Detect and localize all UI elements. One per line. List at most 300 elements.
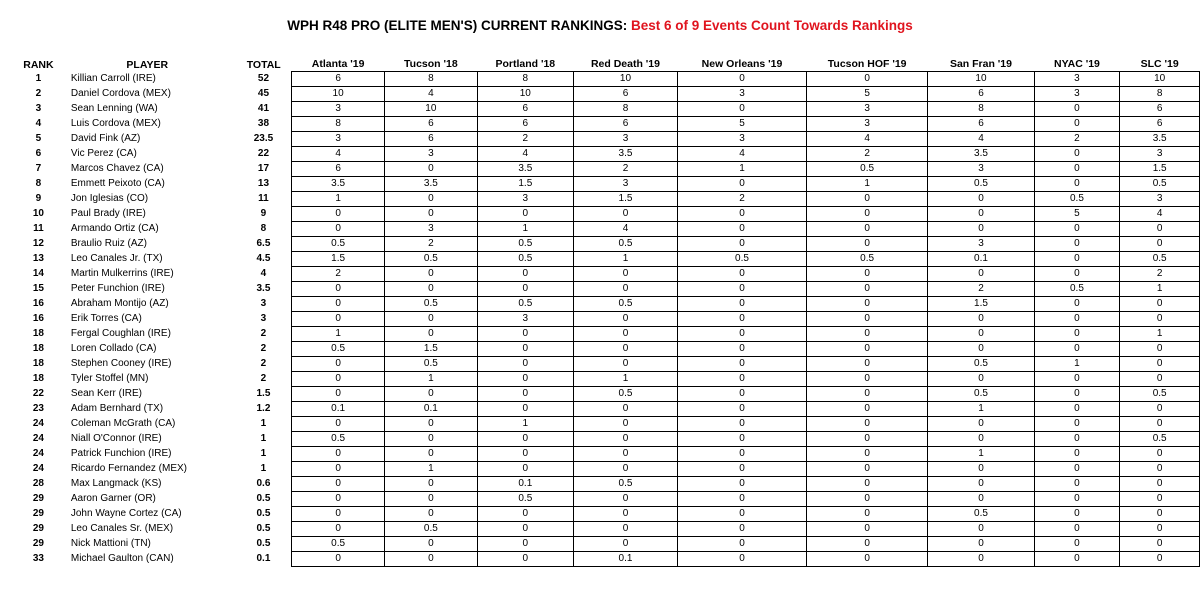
score-cell: 0 <box>573 462 677 477</box>
table-row <box>18 477 1200 492</box>
score-cell: 0 <box>806 477 927 492</box>
rank-cell: 14 <box>32 268 44 279</box>
score-cell: 0 <box>292 312 385 327</box>
total-cell: 0.5 <box>256 523 271 534</box>
score-cell: 0 <box>1034 267 1120 282</box>
score-cell: 0.5 <box>292 432 385 447</box>
score-cell: 0.5 <box>384 522 477 537</box>
score-cell: 1 <box>678 162 807 177</box>
score-cell: 0 <box>806 417 927 432</box>
table-row <box>18 402 1200 417</box>
score-cell: 3.5 <box>928 147 1034 162</box>
score-cell: 0.5 <box>384 252 477 267</box>
score-cell: 1 <box>1034 357 1120 372</box>
score-cell: 6 <box>573 117 677 132</box>
total-cell: 0.5 <box>256 538 271 549</box>
score-cell: 3 <box>292 102 385 117</box>
score-cell: 0.5 <box>292 342 385 357</box>
score-cell: 0 <box>806 72 927 87</box>
score-cell: 0 <box>1120 462 1200 477</box>
score-cell: 3 <box>1120 147 1200 162</box>
score-cell: 0 <box>292 387 385 402</box>
score-cell: 0 <box>292 297 385 312</box>
table-row <box>18 207 1200 222</box>
table-row <box>18 357 1200 372</box>
score-cell: 0 <box>1034 342 1120 357</box>
score-cell: 1.5 <box>292 252 385 267</box>
score-cell: 0.5 <box>292 237 385 252</box>
score-cell: 0 <box>1120 522 1200 537</box>
score-cell: 1.5 <box>573 192 677 207</box>
table-row <box>18 252 1200 267</box>
score-cell: 1 <box>573 252 677 267</box>
score-cell: 2 <box>292 267 385 282</box>
total-cell: 2 <box>260 328 267 339</box>
score-cell: 0 <box>573 432 677 447</box>
score-cell: 0 <box>1034 102 1120 117</box>
rank-cell: 24 <box>32 463 44 474</box>
total-cell: 3 <box>260 298 267 309</box>
score-cell: 0 <box>1034 417 1120 432</box>
player-cell: Leo Canales Jr. (TX) <box>70 253 163 264</box>
score-cell: 0 <box>384 282 477 297</box>
total-cell: 1 <box>260 448 267 459</box>
score-cell: 0 <box>477 537 573 552</box>
score-cell: 0 <box>1034 552 1120 567</box>
score-cell: 0 <box>292 507 385 522</box>
score-cell: 0 <box>678 372 807 387</box>
score-cell: 0 <box>1120 222 1200 237</box>
score-cell: 3 <box>573 177 677 192</box>
score-cell: 0 <box>573 267 677 282</box>
score-cell: 0 <box>678 522 807 537</box>
score-cell: 2 <box>384 237 477 252</box>
score-cell: 1 <box>1120 327 1200 342</box>
score-cell: 0 <box>678 477 807 492</box>
player-cell: Killian Carroll (IRE) <box>70 73 156 84</box>
player-cell: Armando Ortiz (CA) <box>70 223 159 234</box>
score-cell: 8 <box>928 102 1034 117</box>
score-cell: 0 <box>573 357 677 372</box>
total-cell: 38 <box>257 118 270 129</box>
player-cell: Sean Lenning (WA) <box>70 103 158 114</box>
player-cell: John Wayne Cortez (CA) <box>70 508 182 519</box>
rankings-table <box>18 57 1200 567</box>
score-cell: 4 <box>573 222 677 237</box>
score-cell: 0 <box>806 492 927 507</box>
score-cell: 6 <box>477 102 573 117</box>
score-cell: 6 <box>384 132 477 147</box>
rank-cell: 16 <box>32 313 44 324</box>
score-cell: 0 <box>1034 372 1120 387</box>
player-cell: Erik Torres (CA) <box>70 313 142 324</box>
score-cell: 0 <box>477 387 573 402</box>
table-row <box>18 192 1200 207</box>
total-cell: 4 <box>260 268 267 279</box>
table-row <box>18 432 1200 447</box>
table-row <box>18 267 1200 282</box>
score-cell: 1.5 <box>1120 162 1200 177</box>
rank-cell: 28 <box>32 478 44 489</box>
score-cell: 8 <box>292 117 385 132</box>
score-cell: 0.5 <box>928 387 1034 402</box>
table-row <box>18 537 1200 552</box>
score-cell: 3 <box>1034 87 1120 102</box>
score-cell: 0.5 <box>1120 177 1200 192</box>
score-cell: 8 <box>384 72 477 87</box>
score-cell: 0 <box>292 207 385 222</box>
score-cell: 0 <box>573 282 677 297</box>
rank-cell: 10 <box>32 208 44 219</box>
score-cell: 10 <box>1120 72 1200 87</box>
event-header: Portland '18 <box>477 57 573 72</box>
rank-cell: 13 <box>32 253 44 264</box>
score-cell: 0 <box>1034 162 1120 177</box>
score-cell: 0.5 <box>806 162 927 177</box>
score-cell: 0 <box>292 222 385 237</box>
score-cell: 0 <box>1034 147 1120 162</box>
score-cell: 0 <box>384 477 477 492</box>
score-cell: 0 <box>477 282 573 297</box>
score-cell: 3 <box>384 222 477 237</box>
score-cell: 0 <box>678 447 807 462</box>
score-cell: 0.5 <box>477 297 573 312</box>
score-cell: 0 <box>573 342 677 357</box>
score-cell: 0.5 <box>678 252 807 267</box>
table-row <box>18 237 1200 252</box>
score-cell: 0 <box>806 237 927 252</box>
score-cell: 0 <box>928 372 1034 387</box>
score-cell: 0 <box>806 387 927 402</box>
total-cell: 1 <box>260 463 267 474</box>
score-cell: 10 <box>384 102 477 117</box>
rank-cell: 6 <box>35 148 42 159</box>
rank-cell: 16 <box>32 298 44 309</box>
table-row <box>18 507 1200 522</box>
table-row <box>18 387 1200 402</box>
score-cell: 0 <box>806 522 927 537</box>
score-cell: 0 <box>1034 402 1120 417</box>
score-cell: 0 <box>384 417 477 432</box>
score-cell: 0 <box>292 552 385 567</box>
table-row <box>18 447 1200 462</box>
table-row <box>18 522 1200 537</box>
score-cell: 1 <box>806 177 927 192</box>
score-cell: 0 <box>806 462 927 477</box>
score-cell: 0.5 <box>1120 432 1200 447</box>
score-cell: 0 <box>678 402 807 417</box>
score-cell: 3 <box>806 102 927 117</box>
score-cell: 0.5 <box>477 237 573 252</box>
score-cell: 0 <box>292 357 385 372</box>
score-cell: 0.5 <box>1120 252 1200 267</box>
score-cell: 0 <box>928 462 1034 477</box>
score-cell: 0 <box>1034 537 1120 552</box>
score-cell: 0 <box>1120 552 1200 567</box>
score-cell: 0 <box>573 312 677 327</box>
score-cell: 0 <box>1034 312 1120 327</box>
score-cell: 1 <box>384 462 477 477</box>
score-cell: 0 <box>806 297 927 312</box>
score-cell: 1.5 <box>928 297 1034 312</box>
total-cell: 45 <box>257 88 270 99</box>
total-cell: 0.5 <box>256 493 271 504</box>
score-cell: 0 <box>1034 222 1120 237</box>
total-cell: 8 <box>260 223 267 234</box>
score-cell: 0 <box>477 462 573 477</box>
score-cell: 0 <box>384 312 477 327</box>
event-header: Red Death '19 <box>573 57 677 72</box>
score-cell: 10 <box>292 87 385 102</box>
event-header: Tucson '18 <box>384 57 477 72</box>
score-cell: 0 <box>477 327 573 342</box>
score-cell: 0 <box>1120 507 1200 522</box>
table-row <box>18 102 1200 117</box>
table-row <box>18 87 1200 102</box>
score-cell: 1 <box>384 372 477 387</box>
rank-cell: 33 <box>32 553 44 564</box>
score-cell: 0 <box>1120 492 1200 507</box>
rank-cell: 22 <box>32 388 44 399</box>
player-cell: Daniel Cordova (MEX) <box>70 88 171 99</box>
score-cell: 1 <box>292 192 385 207</box>
score-cell: 0 <box>384 432 477 447</box>
score-cell: 3.5 <box>384 177 477 192</box>
player-cell: Leo Canales Sr. (MEX) <box>70 523 174 534</box>
score-cell: 6 <box>928 117 1034 132</box>
score-cell: 2 <box>806 147 927 162</box>
score-cell: 0 <box>678 102 807 117</box>
player-cell: Peter Funchion (IRE) <box>70 283 165 294</box>
score-cell: 0 <box>928 342 1034 357</box>
total-cell: 3 <box>260 313 267 324</box>
total-cell: 3.5 <box>256 283 271 294</box>
score-cell: 4 <box>384 87 477 102</box>
score-cell: 0.1 <box>928 252 1034 267</box>
score-cell: 3.5 <box>292 177 385 192</box>
player-cell: Marcos Chavez (CA) <box>70 163 164 174</box>
score-cell: 0 <box>678 552 807 567</box>
score-cell: 10 <box>573 72 677 87</box>
rank-cell: 18 <box>32 328 44 339</box>
rank-cell: 29 <box>32 493 44 504</box>
score-cell: 1 <box>1120 282 1200 297</box>
score-cell: 0 <box>806 312 927 327</box>
score-cell: 0 <box>1120 312 1200 327</box>
score-cell: 0 <box>678 297 807 312</box>
score-cell: 0.5 <box>292 537 385 552</box>
rank-cell: 23 <box>32 403 44 414</box>
score-cell: 0 <box>928 417 1034 432</box>
score-cell: 2 <box>573 162 677 177</box>
score-cell: 0 <box>1120 297 1200 312</box>
total-cell: 2 <box>260 343 267 354</box>
total-cell: 41 <box>257 103 270 114</box>
score-cell: 6 <box>573 87 677 102</box>
score-cell: 0 <box>477 507 573 522</box>
event-header: SLC '19 <box>1120 57 1200 72</box>
score-cell: 1 <box>573 372 677 387</box>
player-cell: Stephen Cooney (IRE) <box>70 358 172 369</box>
score-cell: 0 <box>573 417 677 432</box>
score-cell: 0 <box>573 537 677 552</box>
score-cell: 2 <box>1034 132 1120 147</box>
score-cell: 0 <box>1034 477 1120 492</box>
score-cell: 0 <box>1034 177 1120 192</box>
score-cell: 0 <box>1120 447 1200 462</box>
player-cell: Niall O'Connor (IRE) <box>70 433 162 444</box>
rank-cell: 3 <box>35 103 42 114</box>
score-cell: 0 <box>678 417 807 432</box>
score-cell: 0 <box>1034 492 1120 507</box>
score-cell: 0 <box>806 552 927 567</box>
score-cell: 0 <box>292 417 385 432</box>
score-cell: 3 <box>1034 72 1120 87</box>
score-cell: 0.5 <box>573 477 677 492</box>
score-cell: 0 <box>573 207 677 222</box>
score-cell: 0.5 <box>1034 282 1120 297</box>
score-cell: 4 <box>928 132 1034 147</box>
score-cell: 1 <box>292 327 385 342</box>
score-cell: 0 <box>806 507 927 522</box>
score-cell: 0.1 <box>292 402 385 417</box>
score-cell: 0.5 <box>477 492 573 507</box>
score-cell: 6 <box>1120 117 1200 132</box>
player-cell: Loren Collado (CA) <box>70 343 157 354</box>
score-cell: 0 <box>928 207 1034 222</box>
score-cell: 0 <box>678 177 807 192</box>
total-cell: 4.5 <box>256 253 271 264</box>
score-cell: 4 <box>477 147 573 162</box>
rank-cell: 24 <box>32 448 44 459</box>
score-cell: 5 <box>678 117 807 132</box>
rank-cell: 2 <box>35 88 42 99</box>
event-header: NYAC '19 <box>1034 57 1120 72</box>
title-note: Best 6 of 9 Events Count Towards Rankings <box>630 18 913 33</box>
score-cell: 0 <box>384 447 477 462</box>
score-cell: 0 <box>678 432 807 447</box>
score-cell: 0 <box>928 477 1034 492</box>
score-cell: 0.5 <box>928 507 1034 522</box>
score-cell: 0 <box>1120 402 1200 417</box>
score-cell: 0.5 <box>806 252 927 267</box>
score-cell: 1 <box>477 417 573 432</box>
table-row <box>18 282 1200 297</box>
score-cell: 0 <box>1034 462 1120 477</box>
score-cell: 3.5 <box>1120 132 1200 147</box>
score-cell: 0 <box>678 222 807 237</box>
score-cell: 0 <box>573 447 677 462</box>
player-cell: Michael Gaulton (CAN) <box>70 553 174 564</box>
score-cell: 0 <box>806 357 927 372</box>
score-cell: 6 <box>292 72 385 87</box>
score-cell: 0 <box>1034 507 1120 522</box>
score-cell: 0 <box>477 342 573 357</box>
score-cell: 3.5 <box>573 147 677 162</box>
rank-cell: 24 <box>32 418 44 429</box>
score-cell: 0 <box>384 192 477 207</box>
score-cell: 0.1 <box>384 402 477 417</box>
total-cell: 0.5 <box>256 508 271 519</box>
score-cell: 8 <box>1120 87 1200 102</box>
score-cell: 0 <box>1034 387 1120 402</box>
score-cell: 0 <box>292 492 385 507</box>
score-cell: 0 <box>806 207 927 222</box>
score-cell: 0 <box>292 462 385 477</box>
player-cell: Vic Perez (CA) <box>70 148 137 159</box>
score-cell: 6 <box>928 87 1034 102</box>
score-cell: 0 <box>477 432 573 447</box>
score-cell: 0 <box>806 537 927 552</box>
score-cell: 0 <box>678 507 807 522</box>
score-cell: 0 <box>573 402 677 417</box>
score-cell: 0 <box>384 492 477 507</box>
score-cell: 3 <box>477 192 573 207</box>
score-cell: 1 <box>928 402 1034 417</box>
rank-cell: 29 <box>32 538 44 549</box>
score-cell: 0 <box>292 447 385 462</box>
table-row <box>18 342 1200 357</box>
score-cell: 0 <box>678 267 807 282</box>
score-cell: 0 <box>1034 297 1120 312</box>
score-cell: 0 <box>477 207 573 222</box>
player-cell: Tyler Stoffel (MN) <box>70 373 149 384</box>
total-cell: 1.2 <box>256 403 271 414</box>
total-cell: 22 <box>257 148 270 159</box>
score-cell: 0 <box>477 357 573 372</box>
rank-cell: 15 <box>32 283 44 294</box>
score-cell: 0 <box>477 447 573 462</box>
score-cell: 6 <box>477 117 573 132</box>
score-cell: 0 <box>678 387 807 402</box>
score-cell: 3 <box>1120 192 1200 207</box>
player-cell: Luis Cordova (MEX) <box>70 118 161 129</box>
total-cell: 6.5 <box>256 238 271 249</box>
score-cell: 0.1 <box>573 552 677 567</box>
score-cell: 6 <box>1120 102 1200 117</box>
score-cell: 0 <box>678 357 807 372</box>
score-cell: 0.5 <box>928 357 1034 372</box>
score-cell: 4 <box>806 132 927 147</box>
table-row <box>18 147 1200 162</box>
total-cell: 1 <box>260 433 267 444</box>
player-cell: Emmett Peixoto (CA) <box>70 178 165 189</box>
table-body <box>18 72 1200 567</box>
score-cell: 0.5 <box>384 357 477 372</box>
score-cell: 0 <box>573 327 677 342</box>
score-cell: 0 <box>928 552 1034 567</box>
table-row <box>18 177 1200 192</box>
score-cell: 3 <box>678 132 807 147</box>
score-cell: 0.5 <box>928 177 1034 192</box>
event-header: San Fran '19 <box>928 57 1034 72</box>
table-row <box>18 72 1200 87</box>
score-cell: 0 <box>292 477 385 492</box>
title-main: WPH R48 PRO (ELITE MEN'S) CURRENT RANKINGS: <box>287 18 628 33</box>
score-cell: 0 <box>1120 357 1200 372</box>
player-cell: Ricardo Fernandez (MEX) <box>70 463 188 474</box>
score-cell: 0.5 <box>1120 387 1200 402</box>
total-cell: 11 <box>258 193 269 204</box>
score-cell: 0 <box>1120 372 1200 387</box>
total-cell: 2 <box>260 358 267 369</box>
score-cell: 0 <box>292 522 385 537</box>
player-cell: Paul Brady (IRE) <box>70 208 146 219</box>
score-cell: 3.5 <box>477 162 573 177</box>
score-cell: 0.5 <box>384 297 477 312</box>
rank-cell: 29 <box>32 508 44 519</box>
score-cell: 5 <box>806 87 927 102</box>
